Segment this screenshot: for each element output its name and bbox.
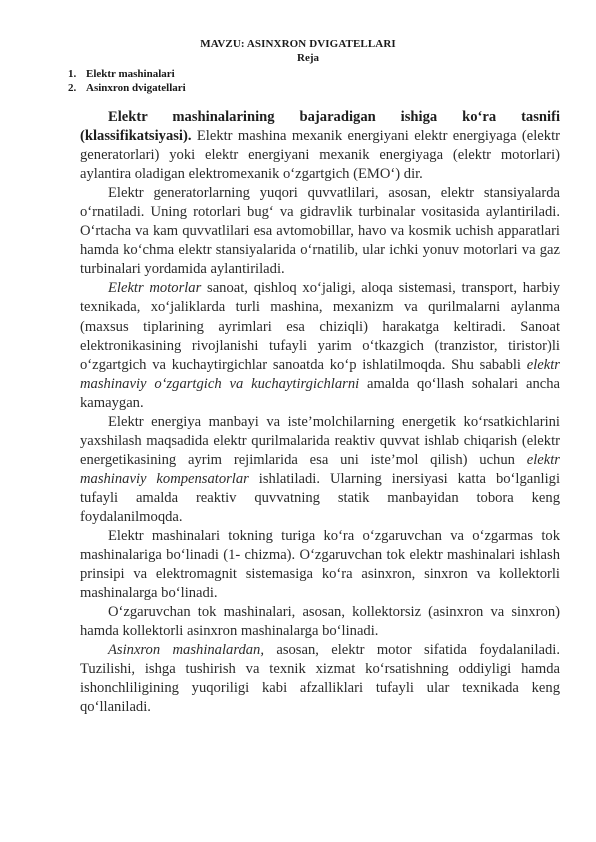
paragraph-text-end: amalda qo‘llash sohalari ancha kamaygan. (80, 375, 560, 411)
paragraph-classification (80, 108, 560, 184)
paragraph-text: asosan, elektr motor sifatida foydalaniladi. Tuzilishi, ishga tushirish va texnik xizmat ko‘rsatishning oddiyligi hamda ishonchliligining yuqoriligi kabi afzalliklari tufayli ular texnikada keng qo‘llaniladi. (80, 642, 560, 716)
paragraph-generators (80, 184, 560, 279)
paragraph-text: Elektr energiya manbayi va iste’molchilarning energetik ko‘rsatkichlarini yaxshilash maqsadida elektr qurilmalarida reaktiv quvvat ishlab chiqarish (elektr energetikasining ayrim rejimlarida esa uni iste’mol qilish) uchun (80, 413, 560, 468)
plan-item (68, 67, 186, 81)
italic-term: elektr mashinaviy kompensatorlar (80, 451, 560, 487)
paragraph-text-end: ishlatiladi. Ularning inersiyasi katta bo‘lganligi tufayli amalda reaktiv quvvatning statik manbayidan tobora keng foydalanilmoqda. (80, 470, 560, 525)
italic-lead: Elektr motorlar (108, 280, 202, 297)
paragraph-text: Elektr mashina mexanik energiyani elektr energiyaga (elektr generatorlari) yoki elektr energiyani mexanik energiyaga (elektr motorlari) aylantira oladigan elektromexanik o‘zgartgich (EMO‘) dir. (80, 128, 560, 183)
body-text (80, 108, 560, 718)
paragraph-compensators (80, 413, 560, 527)
plan-item-text: Elektr mashinalari (86, 68, 175, 80)
plan-list (68, 67, 186, 95)
paragraph-ac-machines (80, 603, 560, 641)
plan-item-number: 1. (68, 68, 77, 80)
paragraph-async-machines (80, 641, 560, 717)
paragraph-text: Elektr generatorlarning yuqori quvvatlilari, asosan, elektr stansiyalarda o‘rnatiladi. Uning rotorlari bug‘ va gidravlik turbinalar vositasida aylantiriladi. O‘rtacha va kam quvvatlilari esa avtomobillar, havo va kosmik uchish apparatlari hamda ko‘chma elektr stansiyalarida o‘rnatilib, ular ichki yonuv motorlari va gaz turbinalari yordamida aylantiriladi. (80, 185, 560, 278)
paragraph-motors (80, 279, 560, 412)
plan-item-number: 2. (68, 82, 77, 94)
italic-term: elektr mashinaviy o‘zgartgich va kuchaytirgichlarni (80, 356, 560, 392)
paragraph-text: O‘zgaruvchan tok mashinalari, asosan, kollektorsiz (asinxron va sinxron) hamda kollektorli asinxron mashinalarga bo‘linadi. (80, 604, 560, 640)
plan-item (68, 81, 186, 95)
plan-heading: Reja (297, 52, 319, 64)
paragraph-current-types (80, 527, 560, 603)
document-title: MAVZU: ASINXRON DVIGATELLARI (200, 38, 396, 50)
paragraph-text: sanoat, qishloq xo‘jaligi, aloqa sistemasi, transport, harbiy texnikada, xo‘jaliklarda turli mashina, mexanizm va qurilmalarni aylanma (maxsus tiplarining ayrimlari esa chiziqli) harakatga keltiradi. Sanoat elektronikasining rivojlanishi tufayli yarim o‘tkazgich (tranzistor, tiristor)li o‘zgartgich va kuchaytirgichlar sanoatda ko‘p ishlatilmoqda. Shu sababli (80, 280, 560, 373)
paragraph-text: Elektr mashinalari tokning turiga ko‘ra o‘zgaruvchan va o‘zgarmas tok mashinalariga bo‘linadi (1- chizma). O‘zgaruvchan tok elektr mashinalari ishlash prinsipi va elektromagnit sistemasiga ko‘ra asinxron, sinxron va kollektorli mashinalarga bo‘linadi. (80, 528, 560, 602)
bold-lead: Elektr mashinalarining bajaradigan ishiga ko‘ra tasnifi (klassifikatsiyasi). (80, 109, 560, 145)
italic-lead: Asinxron mashinalardan, (108, 642, 264, 659)
plan-item-text: Asinxron dvigatellari (86, 82, 186, 94)
